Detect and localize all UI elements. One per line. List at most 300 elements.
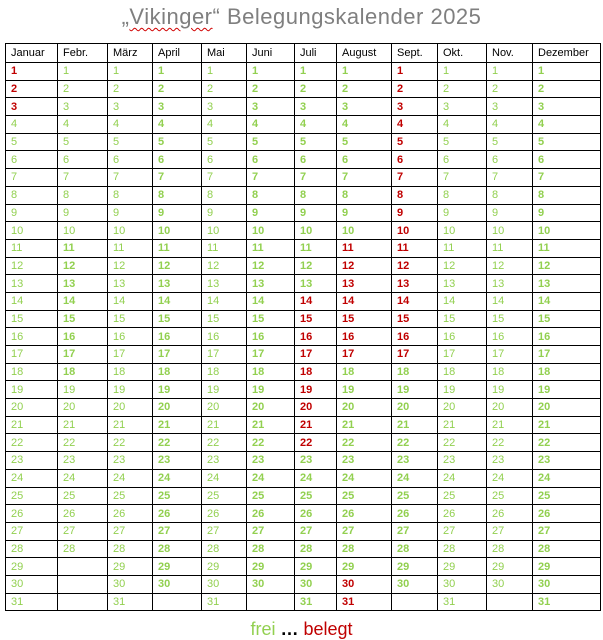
day-cell-empty <box>392 593 438 611</box>
day-cell-free: 28 <box>6 540 58 558</box>
day-cell-free: 22 <box>392 434 438 452</box>
day-cell-free: 26 <box>295 505 337 523</box>
day-cell-free: 4 <box>108 116 153 134</box>
day-cell-booked: 16 <box>295 328 337 346</box>
day-cell-free: 6 <box>153 151 202 169</box>
day-cell-booked: 8 <box>392 186 438 204</box>
day-cell-booked: 30 <box>337 575 392 593</box>
day-cell-empty <box>247 593 295 611</box>
day-cell-free: 8 <box>533 186 601 204</box>
day-cell-free: 11 <box>438 239 487 257</box>
day-cell-free: 10 <box>295 222 337 240</box>
day-cell-free: 18 <box>247 363 295 381</box>
day-cell-free: 9 <box>247 204 295 222</box>
day-cell-free: 5 <box>533 133 601 151</box>
day-cell-free: 11 <box>533 239 601 257</box>
day-cell-free: 13 <box>487 275 533 293</box>
day-cell-free: 14 <box>108 292 153 310</box>
day-cell-free: 3 <box>58 98 108 116</box>
day-cell-free: 21 <box>108 416 153 434</box>
day-cell-free: 30 <box>153 575 202 593</box>
day-cell-free: 13 <box>533 275 601 293</box>
day-cell-free: 31 <box>438 593 487 611</box>
day-cell-free: 2 <box>533 80 601 98</box>
day-cell-free: 12 <box>438 257 487 275</box>
day-cell-free: 27 <box>392 522 438 540</box>
day-cell-free: 29 <box>202 558 247 576</box>
day-row <box>6 275 601 293</box>
day-cell-free: 29 <box>438 558 487 576</box>
day-cell-free: 10 <box>487 222 533 240</box>
day-cell-free: 1 <box>533 63 601 81</box>
day-cell-free: 18 <box>533 363 601 381</box>
day-cell-booked: 31 <box>337 593 392 611</box>
day-cell-free: 13 <box>247 275 295 293</box>
month-header: Juni <box>247 44 295 63</box>
day-cell-free: 9 <box>337 204 392 222</box>
day-cell-free: 5 <box>438 133 487 151</box>
day-cell-free: 19 <box>438 381 487 399</box>
day-cell-free: 31 <box>202 593 247 611</box>
day-cell-free: 26 <box>487 505 533 523</box>
day-cell-free: 23 <box>337 452 392 470</box>
day-cell-free: 15 <box>487 310 533 328</box>
day-cell-free: 4 <box>247 116 295 134</box>
day-cell-free: 24 <box>6 469 58 487</box>
day-cell-free: 18 <box>337 363 392 381</box>
day-cell-free: 12 <box>58 257 108 275</box>
day-row <box>6 540 601 558</box>
day-cell-free: 9 <box>438 204 487 222</box>
day-row <box>6 328 601 346</box>
day-cell-free: 29 <box>247 558 295 576</box>
day-cell-free: 14 <box>438 292 487 310</box>
day-cell-free: 4 <box>487 116 533 134</box>
day-cell-free: 27 <box>438 522 487 540</box>
day-cell-free: 25 <box>153 487 202 505</box>
day-cell-free: 18 <box>153 363 202 381</box>
day-cell-free: 9 <box>487 204 533 222</box>
day-row <box>6 558 601 576</box>
day-cell-free: 20 <box>58 399 108 417</box>
day-cell-free: 21 <box>58 416 108 434</box>
day-cell-free: 28 <box>337 540 392 558</box>
day-cell-free: 17 <box>438 346 487 364</box>
day-cell-free: 5 <box>295 133 337 151</box>
day-cell-free: 30 <box>202 575 247 593</box>
day-row <box>6 169 601 187</box>
day-cell-free: 5 <box>6 133 58 151</box>
day-cell-free: 1 <box>337 63 392 81</box>
day-cell-free: 7 <box>108 169 153 187</box>
day-cell-free: 20 <box>533 399 601 417</box>
day-cell-free: 28 <box>533 540 601 558</box>
day-cell-free: 12 <box>153 257 202 275</box>
day-row <box>6 186 601 204</box>
day-cell-free: 24 <box>295 469 337 487</box>
day-cell-free: 10 <box>108 222 153 240</box>
day-cell-free: 10 <box>533 222 601 240</box>
day-cell-free: 9 <box>202 204 247 222</box>
day-cell-free: 21 <box>533 416 601 434</box>
day-cell-free: 3 <box>108 98 153 116</box>
day-cell-free: 26 <box>58 505 108 523</box>
day-cell-free: 4 <box>6 116 58 134</box>
day-cell-free: 25 <box>295 487 337 505</box>
day-cell-free: 23 <box>202 452 247 470</box>
day-cell-booked: 16 <box>392 328 438 346</box>
day-cell-free: 4 <box>533 116 601 134</box>
day-cell-free: 20 <box>438 399 487 417</box>
month-header: Febr. <box>58 44 108 63</box>
day-cell-free: 2 <box>487 80 533 98</box>
day-cell-free: 27 <box>108 522 153 540</box>
day-cell-free: 29 <box>392 558 438 576</box>
day-cell-free: 19 <box>487 381 533 399</box>
day-cell-free: 21 <box>202 416 247 434</box>
day-cell-free: 10 <box>438 222 487 240</box>
day-cell-free: 4 <box>295 116 337 134</box>
day-row <box>6 222 601 240</box>
day-cell-free: 16 <box>533 328 601 346</box>
day-cell-free: 7 <box>295 169 337 187</box>
day-cell-free: 21 <box>337 416 392 434</box>
day-cell-free: 7 <box>247 169 295 187</box>
title-year: 2025 <box>430 4 482 29</box>
day-cell-free: 18 <box>58 363 108 381</box>
day-cell-booked: 17 <box>337 346 392 364</box>
day-cell-free: 2 <box>108 80 153 98</box>
title-open-quote: „ <box>121 4 130 29</box>
day-cell-free: 1 <box>295 63 337 81</box>
day-cell-free: 1 <box>153 63 202 81</box>
day-cell-free: 14 <box>487 292 533 310</box>
day-cell-booked: 20 <box>295 399 337 417</box>
day-cell-free: 15 <box>6 310 58 328</box>
day-cell-booked: 14 <box>337 292 392 310</box>
day-cell-free: 21 <box>487 416 533 434</box>
day-cell-free: 11 <box>247 239 295 257</box>
day-row <box>6 239 601 257</box>
day-cell-free: 27 <box>6 522 58 540</box>
day-cell-free: 26 <box>153 505 202 523</box>
day-cell-free: 16 <box>58 328 108 346</box>
day-cell-empty <box>58 593 108 611</box>
day-cell-free: 3 <box>295 98 337 116</box>
day-cell-free: 13 <box>58 275 108 293</box>
day-cell-free: 22 <box>247 434 295 452</box>
day-cell-booked: 6 <box>392 151 438 169</box>
day-cell-free: 11 <box>295 239 337 257</box>
legend-free: frei <box>250 619 276 639</box>
day-cell-free: 6 <box>295 151 337 169</box>
day-cell-free: 12 <box>487 257 533 275</box>
day-cell-free: 9 <box>108 204 153 222</box>
day-cell-free: 6 <box>247 151 295 169</box>
day-cell-free: 8 <box>108 186 153 204</box>
legend-booked: belegt <box>303 619 353 639</box>
day-cell-free: 13 <box>108 275 153 293</box>
day-cell-free: 2 <box>202 80 247 98</box>
day-cell-free: 23 <box>247 452 295 470</box>
day-cell-booked: 9 <box>392 204 438 222</box>
day-cell-free: 11 <box>153 239 202 257</box>
month-header: Okt. <box>438 44 487 63</box>
day-cell-free: 20 <box>337 399 392 417</box>
day-cell-booked: 3 <box>392 98 438 116</box>
day-cell-free: 26 <box>108 505 153 523</box>
day-cell-free: 30 <box>6 575 58 593</box>
day-cell-booked: 18 <box>295 363 337 381</box>
legend <box>0 618 603 640</box>
day-cell-free: 11 <box>202 239 247 257</box>
day-cell-free: 7 <box>202 169 247 187</box>
day-cell-booked: 7 <box>392 169 438 187</box>
day-cell-free: 12 <box>295 257 337 275</box>
day-cell-free: 11 <box>6 239 58 257</box>
day-cell-empty <box>487 593 533 611</box>
day-cell-free: 1 <box>247 63 295 81</box>
day-cell-free: 30 <box>247 575 295 593</box>
day-cell-free: 19 <box>392 381 438 399</box>
day-row <box>6 522 601 540</box>
day-cell-booked: 3 <box>6 98 58 116</box>
day-cell-free: 1 <box>438 63 487 81</box>
day-cell-booked: 13 <box>337 275 392 293</box>
day-cell-free: 7 <box>438 169 487 187</box>
day-cell-free: 28 <box>392 540 438 558</box>
day-cell-free: 6 <box>337 151 392 169</box>
day-cell-booked: 22 <box>295 434 337 452</box>
day-cell-booked: 17 <box>392 346 438 364</box>
day-cell-free: 6 <box>487 151 533 169</box>
day-cell-free: 21 <box>392 416 438 434</box>
day-cell-free: 3 <box>533 98 601 116</box>
day-cell-free: 22 <box>6 434 58 452</box>
day-cell-free: 22 <box>533 434 601 452</box>
day-cell-free: 29 <box>6 558 58 576</box>
day-cell-free: 30 <box>438 575 487 593</box>
day-row <box>6 505 601 523</box>
day-cell-free: 14 <box>153 292 202 310</box>
day-cell-free: 2 <box>58 80 108 98</box>
day-cell-free: 15 <box>533 310 601 328</box>
day-cell-free: 13 <box>202 275 247 293</box>
day-row <box>6 381 601 399</box>
day-cell-booked: 14 <box>392 292 438 310</box>
day-cell-free: 1 <box>108 63 153 81</box>
day-row <box>6 257 601 275</box>
day-cell-free: 3 <box>487 98 533 116</box>
day-cell-free: 14 <box>58 292 108 310</box>
day-cell-free: 5 <box>58 133 108 151</box>
day-cell-free: 27 <box>153 522 202 540</box>
day-cell-free: 15 <box>247 310 295 328</box>
day-row <box>6 346 601 364</box>
day-cell-free: 25 <box>337 487 392 505</box>
title-name: Vikinger <box>129 4 213 29</box>
day-cell-free: 24 <box>153 469 202 487</box>
day-cell-free: 13 <box>6 275 58 293</box>
day-cell-free: 7 <box>6 169 58 187</box>
day-row <box>6 416 601 434</box>
day-cell-free: 12 <box>202 257 247 275</box>
day-cell-free: 16 <box>202 328 247 346</box>
day-cell-free: 8 <box>487 186 533 204</box>
month-header: Sept. <box>392 44 438 63</box>
day-cell-free: 1 <box>487 63 533 81</box>
day-cell-empty <box>58 575 108 593</box>
day-cell-free: 26 <box>337 505 392 523</box>
day-cell-free: 18 <box>392 363 438 381</box>
day-cell-free: 28 <box>295 540 337 558</box>
day-cell-free: 5 <box>153 133 202 151</box>
day-cell-booked: 15 <box>337 310 392 328</box>
day-cell-free: 28 <box>487 540 533 558</box>
day-cell-booked: 21 <box>295 416 337 434</box>
day-cell-free: 6 <box>58 151 108 169</box>
day-cell-free: 28 <box>247 540 295 558</box>
day-cell-free: 23 <box>533 452 601 470</box>
day-cell-free: 26 <box>202 505 247 523</box>
day-cell-free: 28 <box>153 540 202 558</box>
day-cell-free: 14 <box>202 292 247 310</box>
day-cell-booked: 15 <box>392 310 438 328</box>
day-cell-free: 24 <box>108 469 153 487</box>
day-cell-free: 12 <box>247 257 295 275</box>
day-cell-free: 14 <box>247 292 295 310</box>
day-cell-booked: 13 <box>392 275 438 293</box>
calendar-body <box>6 63 601 611</box>
day-cell-free: 26 <box>533 505 601 523</box>
day-cell-free: 17 <box>533 346 601 364</box>
day-cell-free: 19 <box>58 381 108 399</box>
day-cell-free: 22 <box>438 434 487 452</box>
day-cell-free: 17 <box>487 346 533 364</box>
day-cell-free: 11 <box>58 239 108 257</box>
day-cell-free: 23 <box>153 452 202 470</box>
day-cell-free: 20 <box>392 399 438 417</box>
day-cell-free: 4 <box>438 116 487 134</box>
day-cell-free: 10 <box>247 222 295 240</box>
day-row <box>6 434 601 452</box>
day-cell-free: 25 <box>487 487 533 505</box>
day-cell-free: 4 <box>202 116 247 134</box>
day-cell-free: 24 <box>438 469 487 487</box>
day-cell-booked: 15 <box>295 310 337 328</box>
day-cell-free: 19 <box>202 381 247 399</box>
day-cell-free: 30 <box>392 575 438 593</box>
day-cell-booked: 1 <box>6 63 58 81</box>
day-cell-free: 26 <box>247 505 295 523</box>
day-cell-free: 9 <box>58 204 108 222</box>
calendar-title <box>0 2 603 32</box>
day-cell-free: 8 <box>438 186 487 204</box>
day-cell-free: 2 <box>337 80 392 98</box>
day-cell-free: 29 <box>337 558 392 576</box>
day-cell-free: 29 <box>295 558 337 576</box>
day-cell-free: 18 <box>6 363 58 381</box>
day-cell-free: 5 <box>247 133 295 151</box>
day-cell-free: 15 <box>438 310 487 328</box>
day-cell-free: 4 <box>58 116 108 134</box>
day-cell-free: 17 <box>108 346 153 364</box>
day-cell-free: 21 <box>247 416 295 434</box>
booking-calendar-table <box>5 43 601 611</box>
day-cell-free: 14 <box>6 292 58 310</box>
day-cell-free: 3 <box>438 98 487 116</box>
day-cell-free: 20 <box>108 399 153 417</box>
day-cell-free: 11 <box>108 239 153 257</box>
day-cell-free: 7 <box>533 169 601 187</box>
day-cell-free: 6 <box>438 151 487 169</box>
day-cell-free: 23 <box>392 452 438 470</box>
day-cell-free: 27 <box>295 522 337 540</box>
day-cell-free: 26 <box>6 505 58 523</box>
day-cell-free: 9 <box>153 204 202 222</box>
month-header: August <box>337 44 392 63</box>
day-cell-free: 23 <box>58 452 108 470</box>
day-cell-booked: 2 <box>6 80 58 98</box>
month-header: Juli <box>295 44 337 63</box>
day-cell-free: 22 <box>108 434 153 452</box>
day-row <box>6 399 601 417</box>
day-cell-free: 22 <box>337 434 392 452</box>
day-cell-free: 5 <box>337 133 392 151</box>
day-cell-free: 10 <box>6 222 58 240</box>
day-cell-free: 23 <box>487 452 533 470</box>
day-cell-free: 7 <box>337 169 392 187</box>
day-row <box>6 133 601 151</box>
legend-separator: … <box>280 619 299 639</box>
day-cell-free: 6 <box>6 151 58 169</box>
day-cell-free: 8 <box>6 186 58 204</box>
day-row <box>6 469 601 487</box>
day-cell-free: 1 <box>58 63 108 81</box>
day-cell-free: 2 <box>295 80 337 98</box>
day-row <box>6 310 601 328</box>
day-row <box>6 452 601 470</box>
day-cell-free: 10 <box>58 222 108 240</box>
day-cell-free: 21 <box>153 416 202 434</box>
day-cell-free: 16 <box>153 328 202 346</box>
day-cell-free: 3 <box>153 98 202 116</box>
day-cell-free: 12 <box>533 257 601 275</box>
day-cell-free: 31 <box>108 593 153 611</box>
day-cell-booked: 2 <box>392 80 438 98</box>
day-cell-free: 30 <box>533 575 601 593</box>
day-row <box>6 575 601 593</box>
day-cell-free: 27 <box>58 522 108 540</box>
day-row <box>6 487 601 505</box>
day-cell-free: 12 <box>6 257 58 275</box>
day-cell-free: 7 <box>58 169 108 187</box>
day-cell-free: 19 <box>247 381 295 399</box>
day-cell-free: 25 <box>6 487 58 505</box>
day-cell-free: 24 <box>487 469 533 487</box>
day-cell-free: 20 <box>153 399 202 417</box>
day-cell-empty <box>153 593 202 611</box>
day-cell-free: 15 <box>58 310 108 328</box>
day-cell-booked: 12 <box>392 257 438 275</box>
day-cell-free: 30 <box>108 575 153 593</box>
day-cell-booked: 11 <box>337 239 392 257</box>
day-cell-free: 18 <box>108 363 153 381</box>
day-row <box>6 80 601 98</box>
day-cell-free: 7 <box>153 169 202 187</box>
day-row <box>6 98 601 116</box>
day-cell-free: 1 <box>202 63 247 81</box>
